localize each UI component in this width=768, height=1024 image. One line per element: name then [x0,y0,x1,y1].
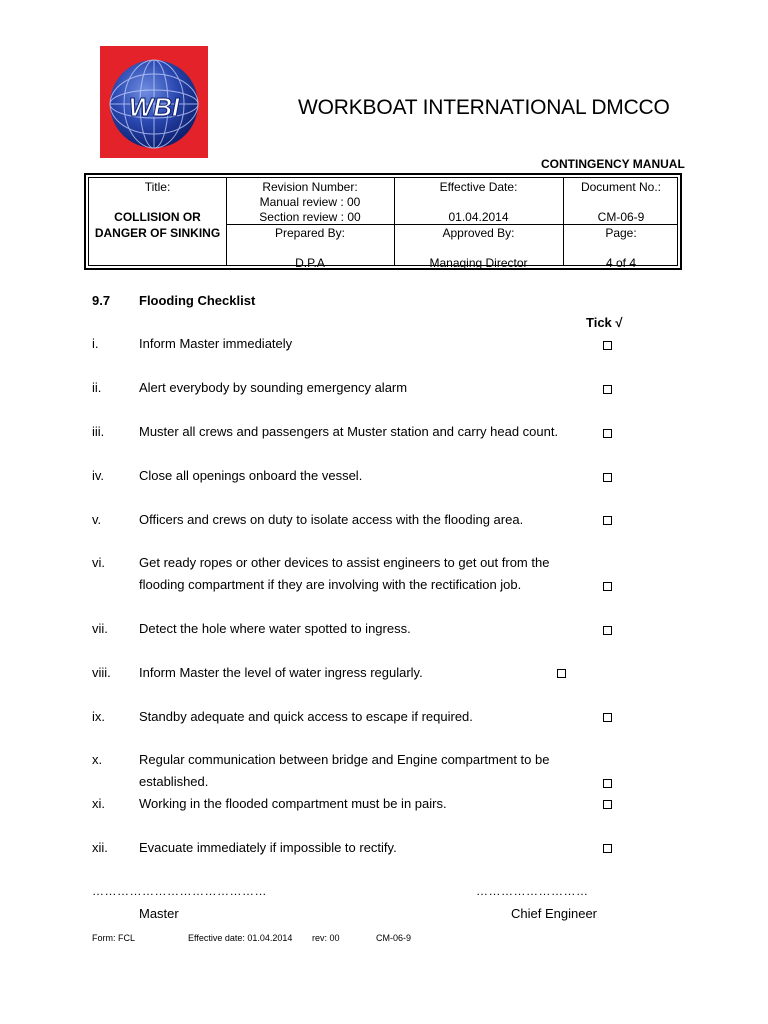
item-text: Officers and crews on duty to isolate access with the flooding area. [139,512,524,527]
manual-name: CONTINGENCY MANUAL [541,157,685,171]
revision-label: Revision Number: [262,180,358,194]
prepared-by-value: D.P.A [295,256,325,270]
item-number: v. [92,512,102,527]
manual-review: Manual review : 00 [259,195,361,209]
document-header-table [84,173,682,270]
item-number: i. [92,336,99,351]
item-text-continued: established. [139,774,209,789]
checkbox[interactable] [603,429,612,438]
item-text: Inform Master immediately [139,336,293,351]
item-number: iv. [92,468,105,483]
item-text: Get ready ropes or other devices to assist engineers to get out from the [139,555,550,570]
item-number: vii. [92,621,108,636]
master-signature-line: …………………………………… [92,884,267,898]
checkbox[interactable] [603,341,612,350]
item-number: x. [92,752,103,767]
checkbox[interactable] [603,800,612,809]
tick-column-header: Tick √ [586,315,623,330]
checkbox[interactable] [603,779,612,788]
item-number: viii. [92,665,111,680]
item-text: Detect the hole where water spotted to ingress. [139,621,411,636]
chief-engineer-signature-line: ……………………… [476,884,589,898]
item-number: ix. [92,709,105,724]
approved-by-label: Approved By: [442,226,515,240]
item-text: Alert everybody by sounding emergency alarm [139,380,408,395]
item-text: Standby adequate and quick access to escape if required. [139,709,473,724]
item-text: Evacuate immediately if impossible to rectify. [139,840,397,855]
effective-date-value: 01.04.2014 [448,210,509,224]
item-text: Working in the flooded compartment must be in pairs. [139,796,447,811]
title-line-1: COLLISION OR [114,210,201,224]
checkbox[interactable] [603,516,612,525]
checkbox[interactable] [603,385,612,394]
document-number-value: CM-06-9 [597,210,645,224]
section-title: Flooding Checklist [139,293,256,308]
footer-form: Form: FCL [92,933,136,943]
title-line-2: DANGER OF SINKING [94,226,221,240]
prepared-by-label: Prepared By: [274,226,346,240]
item-text: Regular communication between bridge and Engine compartment to be [139,752,550,767]
chief-engineer-label: Chief Engineer [511,906,597,921]
checkbox[interactable] [557,669,566,678]
footer-revision: rev: 00 [312,933,340,943]
company-logo [100,46,208,158]
document-number-label: Document No.: [580,180,662,194]
title-label: Title: [144,180,171,194]
master-label: Master [139,906,179,921]
approved-by-value: Managing Director [429,256,528,270]
item-text: Close all openings onboard the vessel. [139,468,363,483]
checkbox[interactable] [603,844,612,853]
item-number: iii. [92,424,105,439]
company-name: WORKBOAT INTERNATIONAL DMCCO [298,96,670,119]
section-number: 9.7 [92,293,111,308]
effective-date-label: Effective Date: [439,180,518,194]
item-number: xii. [92,840,108,855]
item-text: Muster all crews and passengers at Muster station and carry head count. [139,424,559,439]
checkbox[interactable] [603,626,612,635]
globe-logo-icon [100,46,208,158]
item-number: xi. [92,796,105,811]
section-review: Section review : 00 [259,210,361,224]
item-text-continued: flooding compartment if they are involving with the rectification job. [139,577,522,592]
item-number: vi. [92,555,105,570]
logo-text: WBI [128,92,180,122]
item-number: ii. [92,380,102,395]
checkbox[interactable] [603,473,612,482]
page-value: 4 of 4 [605,256,637,270]
item-text: Inform Master the level of water ingress regularly. [139,665,423,680]
checkbox[interactable] [603,713,612,722]
footer-effective-date: Effective date: 01.04.2014 [188,933,293,943]
checkbox[interactable] [603,582,612,591]
footer-document-number: CM-06-9 [376,933,412,943]
page-label: Page: [605,226,637,240]
